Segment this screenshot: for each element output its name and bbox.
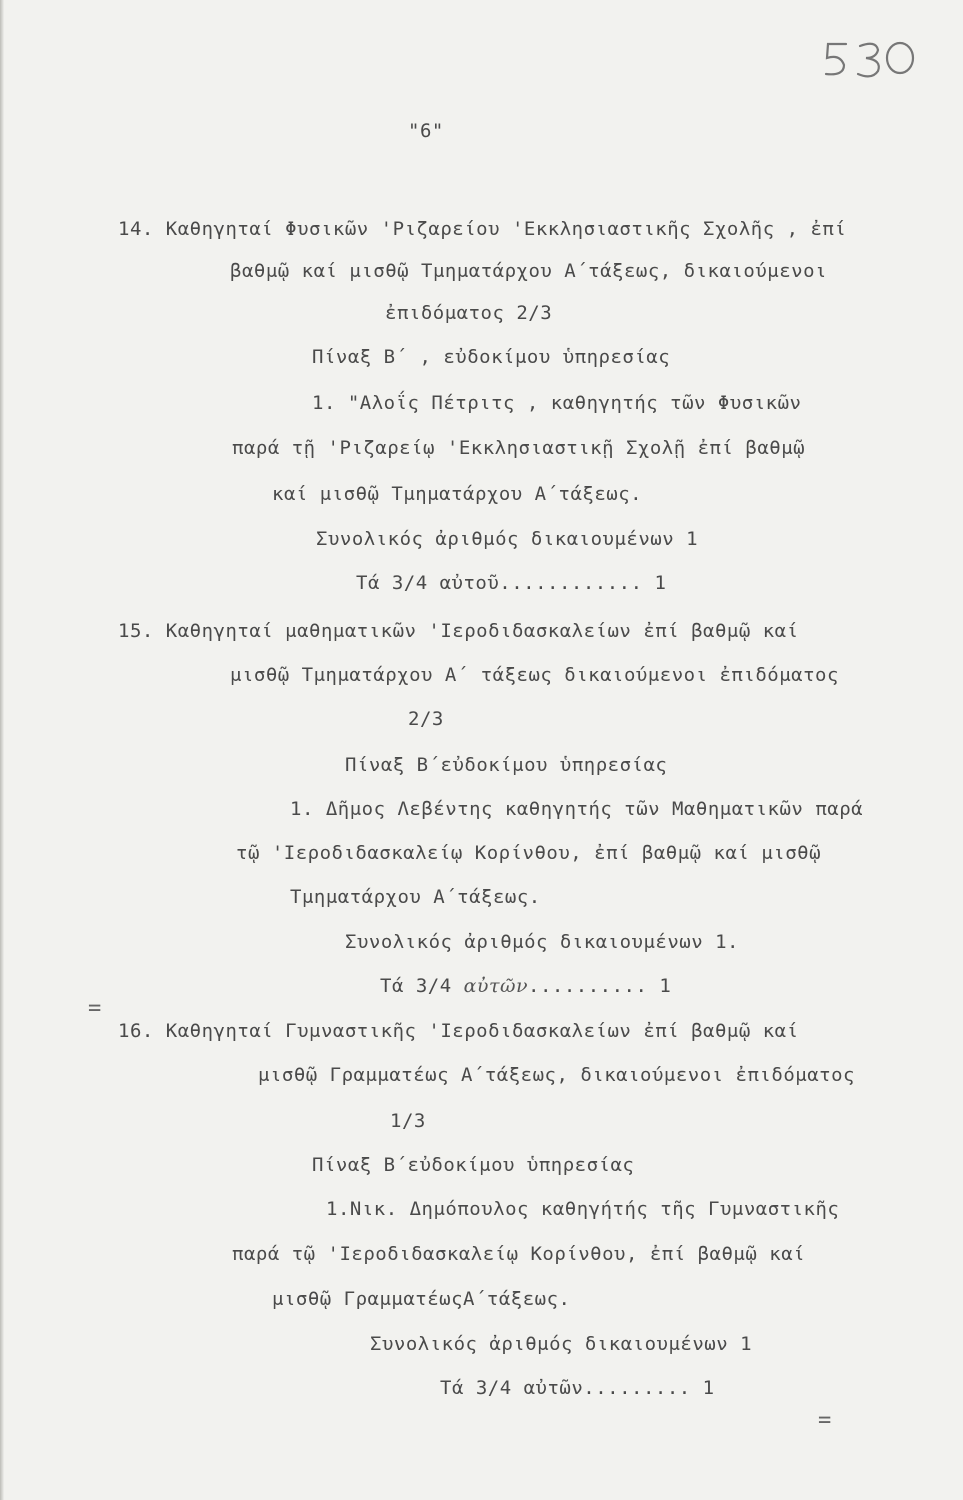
handwritten-correction: αὐτῶν (463, 975, 529, 997)
section-15-heading: 15. Καθηγηταί μαθηματικῶν 'Ιεροδιδασκαλείων ἐπί βαθμῷ καί (118, 620, 799, 642)
section-15-total: Συνολικός ἀριθμός δικαιουμένων 1. (345, 931, 739, 953)
section-14-table-title: Πίναξ Β΄ , εὐδοκίμου ὑπηρεσίας (312, 346, 671, 368)
section-15-entry: Τμηματάρχου Α΄τάξεως. (290, 886, 541, 908)
three-quarters-label: Τά 3/4 (380, 975, 452, 997)
section-14-entry: 1. "Αλοΐς Πέτριτς , καθηγητής τῶν Φυσικῶν (312, 392, 802, 414)
margin-mark: = (818, 1408, 832, 1433)
section-14-total: Συνολικός ἀριθμός δικαιουμένων 1 (316, 528, 699, 550)
section-16-heading: 16. Καθηγηταί Γυμναστικῆς 'Ιεροδιδασκαλείων ἐπί βαθμῷ καί (118, 1020, 799, 1042)
margin-mark: = (88, 996, 102, 1021)
page-label: "6" (408, 120, 444, 142)
section-16-total: Συνολικός ἀριθμός δικαιουμένων 1 (370, 1333, 753, 1355)
section-14-line: βαθμῷ καί μισθῷ Τμηματάρχου Α΄τάξεως, δικαιούμενοι (230, 260, 827, 282)
page-edge-shadow (0, 0, 4, 1500)
section-16-entry: 1.Νικ. Δημόπουλος καθηγήτής τῆς Γυμναστικῆς (326, 1198, 840, 1220)
section-15-entry: τῷ 'Ιεροδιδασκαλείῳ Κορίνθου, ἐπί βαθμῷ καί μισθῷ (236, 842, 822, 864)
folio-530-drawing (818, 38, 928, 88)
section-14-heading: 14. Καθηγηταί Φυσικῶν 'Ριζαρείου 'Εκκλησιαστικῆς Σχολῆς , ἐπί (118, 218, 847, 240)
section-16-line: 1/3 (390, 1110, 426, 1132)
section-16-entry: μισθῷ ΓραμματέωςΑ΄τάξεως. (272, 1288, 571, 1310)
folio-number-handwritten (818, 38, 928, 88)
section-14-entry: καί μισθῷ Τμηματάρχου Α΄τάξεως. (272, 483, 643, 505)
section-15-line: 2/3 (408, 708, 444, 730)
three-quarters-value: .......... 1 (528, 975, 672, 997)
section-16-table-title: Πίναξ Β΄εὐδοκίμου ὑπηρεσίας (312, 1154, 635, 1176)
section-15-table-title: Πίναξ Β΄εὐδοκίμου ὑπηρεσίας (345, 754, 668, 776)
section-16-line: μισθῷ Γραμματέως Α΄τάξεως, δικαιούμενοι ἐπιδόματος (258, 1064, 855, 1086)
section-16-entry: παρά τῷ 'Ιεροδιδασκαλείῳ Κορίνθου, ἐπί βαθμῷ καί (232, 1243, 806, 1265)
section-15-entry: 1. Δῆμος Λεβέντης καθηγητής τῶν Μαθηματικῶν παρά (290, 798, 864, 820)
section-14-three-quarters: Τά 3/4 αὐτοῦ............ 1 (356, 572, 667, 594)
section-15-three-quarters (380, 975, 671, 997)
section-14-line: ἐπιδόματος 2/3 (385, 302, 553, 324)
section-15-line: μισθῷ Τμηματάρχου Α΄ τάξεως δικαιούμενοι ἐπιδόματος (230, 664, 839, 686)
section-16-three-quarters: Τά 3/4 αὐτῶν......... 1 (440, 1377, 715, 1399)
section-14-entry: παρά τῇ 'Ριζαρείῳ 'Εκκλησιαστικῇ Σχολῇ ἐπί βαθμῷ (232, 437, 806, 459)
